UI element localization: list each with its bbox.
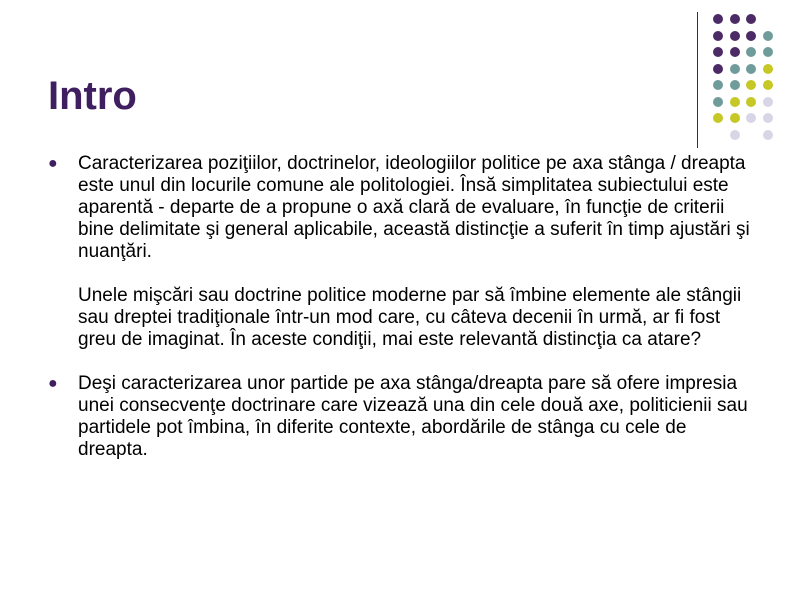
- decorative-dot: [713, 97, 723, 107]
- decorative-dot: [713, 80, 723, 90]
- decorative-divider: [697, 12, 698, 148]
- decorative-dot: [746, 47, 756, 57]
- decorative-dot: [713, 64, 723, 74]
- decorative-dot: [763, 80, 773, 90]
- bullet-icon: ●: [48, 155, 58, 172]
- decorative-dot: [763, 113, 773, 123]
- bullet-icon: ●: [48, 375, 58, 392]
- paragraph-text: Unele mişcări sau doctrine politice moderne par să îmbine elemente ale stângii sau dreptei tradiţionale într-un mod care, cu câteva decenii în urmă, ar fi fost greu de imaginat. În aceste condiţii, mai este relevantă distincţia ca atare?: [78, 285, 742, 350]
- paragraph-text: Caracterizarea poziţiilor, doctrinelor, ideologiilor politice pe axa stânga / dreapta este unul din locurile comune ale politologiei. Însă simplitatea subiectului este aparentă - departe de a propune o axă clară de evaluare, în funcţie de criterii bine delimitate şi general aplicabile, această distincţie a suferit în timp ajustări şi nuanţări.: [78, 153, 750, 262]
- decorative-dot: [763, 47, 773, 57]
- decorative-dot: [730, 113, 740, 123]
- decorative-dot: [763, 64, 773, 74]
- decorative-dot: [746, 31, 756, 41]
- decorative-dot: [730, 130, 740, 140]
- decorative-dot: [730, 97, 740, 107]
- bullet-paragraph-1: [48, 153, 760, 263]
- slide-title: Intro: [48, 74, 137, 118]
- decorative-dot: [730, 14, 740, 24]
- decorative-dot: [746, 64, 756, 74]
- paragraph-text: Deşi caracterizarea unor partide pe axa stânga/dreapta pare să ofere impresia unei consecvenţe doctrinare care vizează una din cele două axe, politicienii sau partidele pot îmbina, în diferite contexte, abordările de stânga cu cele de dreapta.: [78, 373, 748, 460]
- decorative-dot: [730, 47, 740, 57]
- decorative-dot: [730, 64, 740, 74]
- bullet-paragraph-3: [48, 373, 760, 461]
- decorative-dot: [763, 31, 773, 41]
- decorative-dot: [746, 97, 756, 107]
- decorative-dot: [763, 130, 773, 140]
- decorative-dot: [713, 14, 723, 24]
- decorative-dot: [746, 113, 756, 123]
- decorative-dot: [746, 14, 756, 24]
- decorative-dot: [713, 47, 723, 57]
- decorative-dot: [713, 113, 723, 123]
- paragraph-2: [48, 285, 760, 351]
- decorative-dot: [730, 80, 740, 90]
- decorative-dot: [763, 97, 773, 107]
- decorative-dot: [730, 31, 740, 41]
- decorative-dot: [713, 31, 723, 41]
- slide-body: [48, 153, 760, 461]
- decorative-dot: [746, 80, 756, 90]
